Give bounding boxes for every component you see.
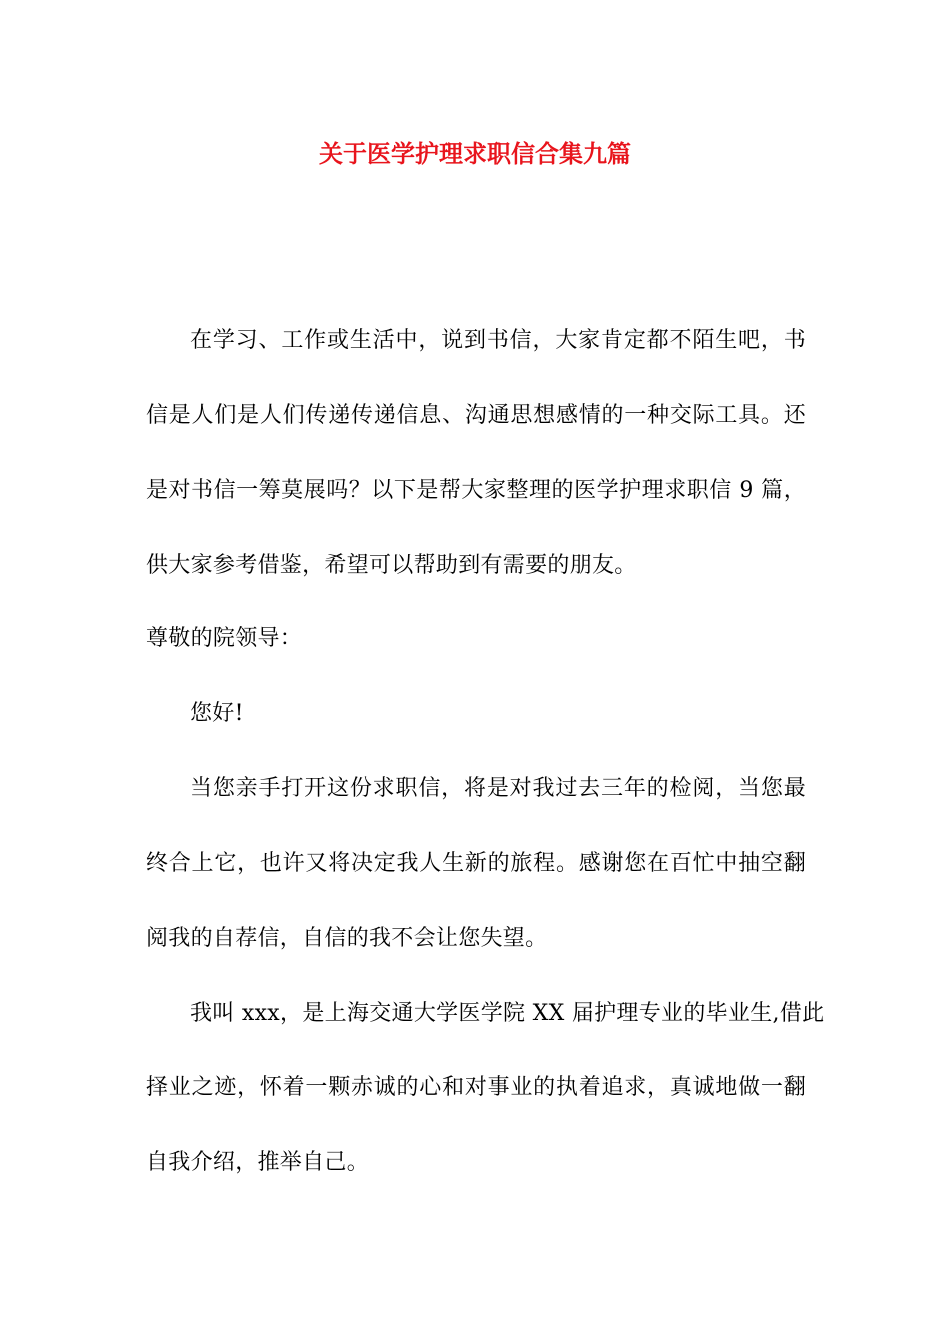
paragraph-line: 是对书信一筹莫展吗？以下是帮大家整理的医学护理求职信 9 篇， [146, 478, 806, 503]
paragraph-line: 阅我的自荐信，自信的我不会让您失望。 [146, 926, 548, 951]
greeting: 您好! [190, 701, 244, 726]
paragraph-line: 在学习、工作或生活中，说到书信，大家肯定都不陌生吧，书 [190, 328, 806, 353]
document-title: 关于医学护理求职信合集九篇 [319, 139, 631, 168]
paragraph-line: 供大家参考借鉴，希望可以帮助到有需要的朋友。 [146, 553, 637, 578]
paragraph-line: 当您亲手打开这份求职信，将是对我过去三年的检阅，当您最 [190, 776, 806, 801]
paragraph-line: 信是人们是人们传递传递信息、沟通思想感情的一种交际工具。还 [146, 403, 806, 428]
salutation: 尊敬的院领导： [146, 626, 303, 651]
paragraph-line: 我叫 xxx，是上海交通大学医学院 XX 届护理专业的毕业生,借此 [190, 1001, 825, 1026]
paragraph-line: 自我介绍，推举自己。 [146, 1150, 370, 1175]
paragraph-line: 终合上它，也许又将决定我人生新的旅程。感谢您在百忙中抽空翻 [146, 851, 806, 876]
paragraph-line: 择业之迹，怀着一颗赤诚的心和对事业的执着追求，真诚地做一翻 [146, 1075, 806, 1100]
